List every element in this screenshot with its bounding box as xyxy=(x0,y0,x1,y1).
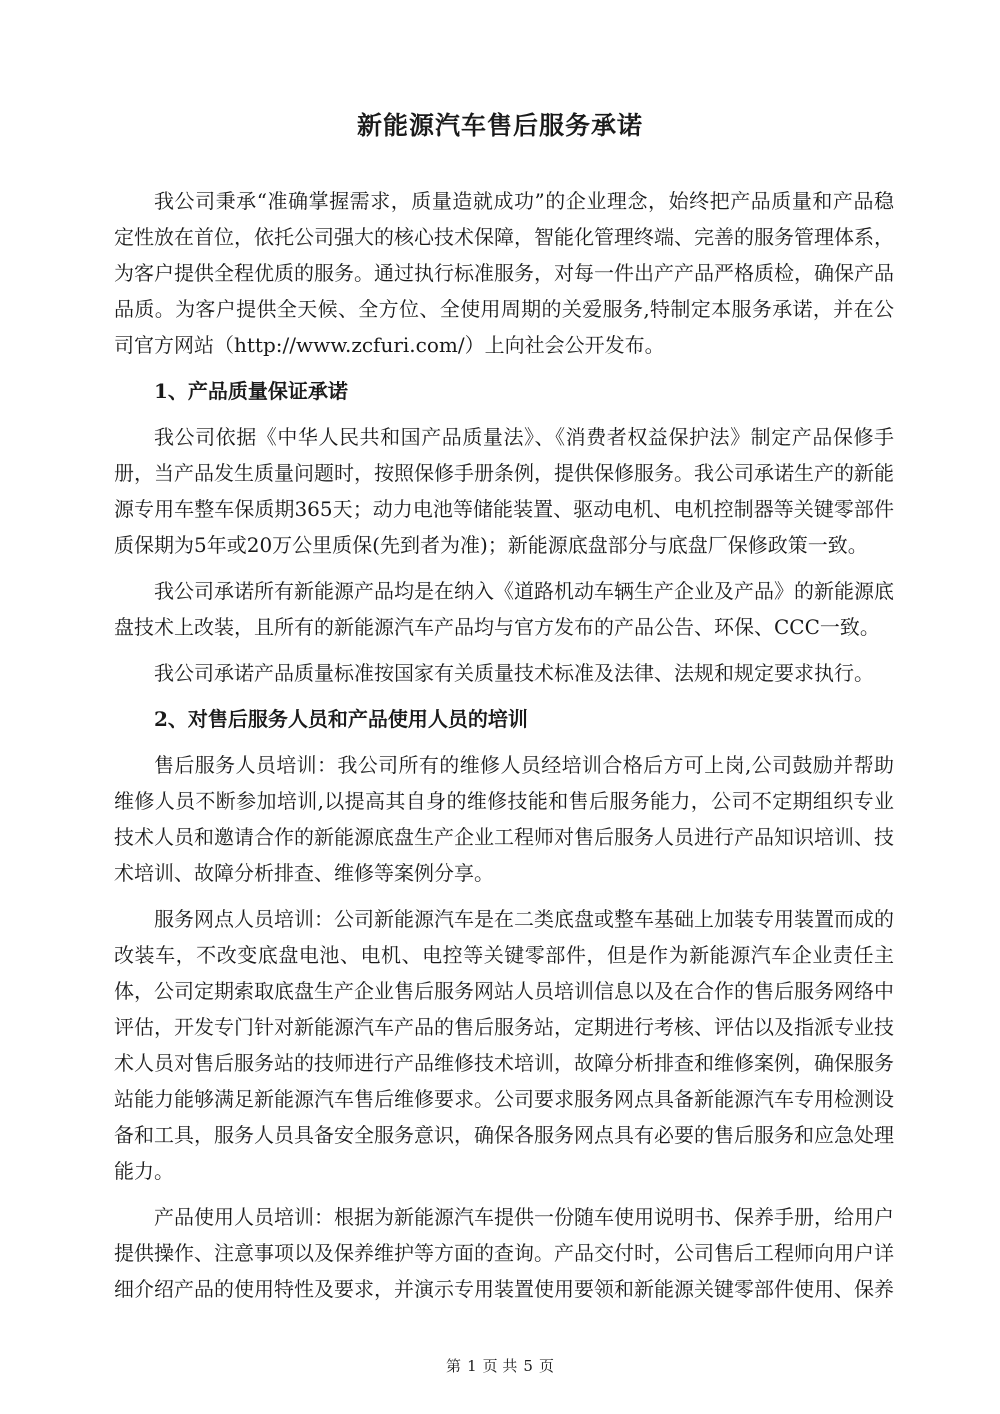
footer-middle: 页 共 xyxy=(482,1357,518,1375)
section-heading-training: 2、对售后服务人员和产品使用人员的培训 xyxy=(154,707,528,731)
footer-prefix: 第 xyxy=(446,1357,462,1375)
section-heading-quality: 1、产品质量保证承诺 xyxy=(154,379,348,403)
section-paragraph: 我公司承诺产品质量标准按国家有关质量技术标准及法律、法规和规定要求执行。 xyxy=(154,661,874,685)
footer-suffix: 页 xyxy=(538,1357,554,1375)
page-number: 1 xyxy=(467,1357,477,1375)
section-paragraph: 服务网点人员培训：公司新能源汽车是在二类底盘或整车基础上加装专用装置而成的改装车，不改变底盘电池、电机、电控等关键零部件，但是作为新能源汽车企业责任主体，公司定期索取底盘生产企业售后服务网站人员培训信息以及在合作的售后服务网络中评估，开发专门针对新能源汽车产品的售后服务站，定期进行考核、评估以及指派专业技术人员对售后服务站的技师进行产品维修技术培训，故障分析排查和维修案例，确保服务站能力能够满足新能源汽车售后维修要求。公司要求服务网点具备新能源汽车专用检测设备和工具，服务人员具备安全服务意识，确保各服务网点具有必要的售后服务和应急处理能力。 xyxy=(114,907,894,1183)
page-footer xyxy=(0,1356,1000,1376)
section-paragraph: 我公司依据《中华人民共和国产品质量法》、《消费者权益保护法》制定产品保修手册，当产品发生质量问题时，按照保修手册条例，提供保修服务。我公司承诺生产的新能源专用车整车保质期365天；动力电池等储能装置、驱动电机、电机控制器等关键零部件质保期为5年或20万公里质保(先到者为准)；新能源底盘部分与底盘厂保修政策一致。 xyxy=(114,425,894,557)
section-paragraph: 产品使用人员培训：根据为新能源汽车提供一份随车使用说明书、保养手册，给用户提供操作、注意事项以及保养维护等方面的查询。产品交付时，公司售后工程师向用户详细介绍产品的使用特性及要求，并演示专用装置使用要领和新能源关键零部件使用、保养 xyxy=(114,1205,894,1301)
section-paragraph: 我公司承诺所有新能源产品均是在纳入《道路机动车辆生产企业及产品》的新能源底盘技术上改装，且所有的新能源汽车产品均与官方发布的产品公告、环保、CCC一致。 xyxy=(114,579,894,639)
document-body xyxy=(114,183,894,1317)
document-title: 新能源汽车售后服务承诺 xyxy=(356,111,643,140)
section-paragraph: 售后服务人员培训：我公司所有的维修人员经培训合格后方可上岗,公司鼓励并帮助维修人员不断参加培训,以提高其自身的维修技能和售后服务能力，公司不定期组织专业技术人员和邀请合作的新能源底盘生产企业工程师对售后服务人员进行产品知识培训、技术培训、故障分析排查、维修等案例分享。 xyxy=(114,753,894,885)
intro-paragraph: 我公司秉承“准确掌握需求，质量造就成功”的企业理念，始终把产品质量和产品稳定性放在首位，依托公司强大的核心技术保障，智能化管理终端、完善的服务管理体系，为客户提供全程优质的服务。通过执行标准服务，对每一件出产产品严格质检，确保产品品质。为客户提供全天候、全方位、全使用周期的关爱服务,特制定本服务承诺，并在公司官方网站（http://www.zcfuri.com/）上向社会公开发布。 xyxy=(114,189,894,357)
page-total: 5 xyxy=(523,1357,533,1375)
